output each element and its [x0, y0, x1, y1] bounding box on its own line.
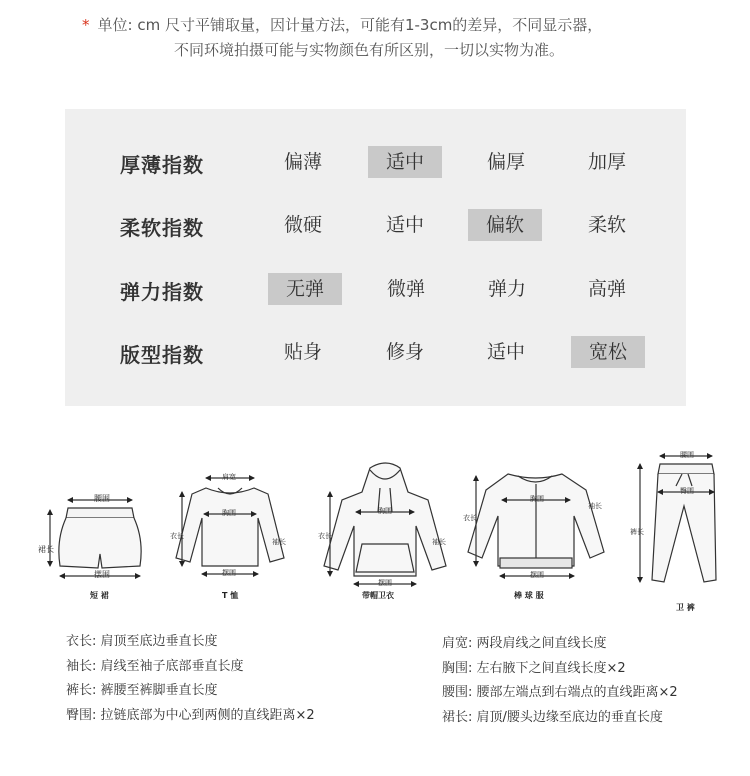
definition-item	[66, 630, 315, 655]
index-option: 微弹	[386, 278, 425, 300]
shorts-name: 短 裙	[90, 591, 109, 600]
shorts-diagram	[50, 500, 141, 576]
definition-key: 臀围:	[66, 707, 97, 723]
index-label: 版型指数	[120, 343, 204, 367]
index-label: 弹力指数	[120, 280, 204, 304]
definition-key: 衣长:	[66, 634, 97, 649]
garment-diagrams	[0, 448, 750, 628]
index-option: 适中	[486, 341, 525, 363]
pants-waist-label: 腰围	[680, 451, 694, 459]
definition-value: 肩线至袖子底部垂直长度	[100, 658, 244, 674]
index-option: 偏厚	[486, 151, 525, 173]
measurement-definitions-right	[442, 632, 678, 730]
definition-value: 两段肩线之间直线长度	[476, 636, 607, 651]
jacket-hem-label: 摆围	[530, 571, 544, 579]
hoodie-name: 带帽卫衣	[362, 591, 394, 600]
note-star: *	[82, 16, 90, 34]
definition-item	[442, 706, 678, 731]
fabric-index-panel	[65, 109, 686, 406]
index-option: 高弹	[587, 278, 626, 300]
pants-length-label: 裤长	[630, 528, 644, 536]
index-label: 厚薄指数	[120, 153, 204, 177]
index-option: 适中	[385, 214, 424, 236]
definition-value: 腰部左端点到右端点的直线距离×2	[476, 685, 678, 700]
index-row-thickness	[65, 145, 686, 181]
definition-key: 袖长:	[66, 658, 97, 674]
hoodie-diagram	[324, 463, 446, 584]
definition-key: 裙长:	[442, 709, 473, 725]
index-option: 修身	[385, 341, 424, 363]
definition-item	[442, 632, 678, 657]
sweatpants-diagram	[640, 456, 716, 582]
index-option-selected: 适中	[368, 146, 442, 178]
jacket-sleeve-label: 袖长	[588, 502, 602, 510]
size-note-line-1	[82, 14, 602, 35]
tshirt-chest-label: 胸围	[222, 509, 236, 517]
definition-value: 拉链底部为中心到两侧的直线距离×2	[100, 707, 315, 723]
baseball-jacket-diagram	[468, 474, 604, 576]
hoodie-chest-label: 胸围	[378, 507, 392, 515]
shorts-hem-label: 摆围	[94, 570, 110, 579]
index-option: 加厚	[587, 151, 626, 173]
definition-value: 裤腰至裤脚垂直长度	[100, 683, 218, 698]
shorts-waist-label: 腰围	[94, 494, 110, 503]
size-note-line-2: 不同环境拍摄可能与实物颜色有所区别，一切以实物为准。	[174, 41, 565, 59]
pants-hip-label: 臀围	[680, 487, 694, 495]
definition-item	[66, 679, 315, 704]
tshirt-body-label: 衣长	[170, 532, 184, 540]
definition-key: 裤长:	[66, 683, 97, 698]
definition-item	[66, 655, 315, 680]
index-option: 柔软	[587, 214, 626, 236]
hoodie-body-label: 衣长	[318, 532, 332, 540]
index-option: 偏薄	[283, 151, 322, 173]
tshirt-hem-label: 摆围	[222, 569, 236, 577]
index-label: 柔软指数	[120, 216, 204, 240]
tshirt-name: T 恤	[222, 591, 239, 600]
definition-key: 胸围:	[442, 660, 473, 676]
tshirt-sleeve-label: 袖长	[272, 538, 286, 546]
tshirt-diagram	[176, 478, 284, 574]
index-option: 弹力	[487, 278, 526, 300]
hoodie-hem-label: 摆围	[378, 579, 392, 587]
index-option-selected: 宽松	[571, 336, 645, 368]
definition-value: 肩顶/腰头边缘至底边的垂直长度	[476, 709, 663, 725]
hoodie-sleeve-label: 袖长	[432, 538, 446, 546]
definition-value: 肩顶至底边垂直长度	[100, 634, 218, 649]
index-row-softness	[65, 208, 686, 244]
index-option-selected: 偏软	[468, 209, 542, 241]
index-row-fit	[65, 335, 686, 371]
note-text-1: 单位: cm 尺寸平铺取量，因计量方法，可能有1-3cm的差异，不同显示器，	[97, 16, 603, 34]
shorts-length-label: 裙长	[38, 545, 54, 554]
index-option-selected: 无弹	[268, 273, 342, 305]
index-option: 微硬	[283, 214, 322, 236]
jacket-body-label: 衣长	[463, 514, 477, 522]
pants-name: 卫 裤	[676, 603, 695, 612]
index-option: 贴身	[283, 341, 322, 363]
definition-value: 左右腋下之间直线长度×2	[476, 660, 626, 676]
definition-item	[442, 657, 678, 682]
definition-item	[442, 681, 678, 706]
tshirt-shoulder-label: 肩宽	[222, 473, 236, 481]
definition-item	[66, 704, 315, 729]
index-row-elasticity	[65, 272, 686, 308]
measurement-definitions-left	[66, 630, 315, 728]
jacket-chest-label: 胸围	[530, 495, 544, 503]
definition-key: 肩宽:	[442, 636, 473, 651]
jacket-name: 棒 球 服	[514, 591, 544, 600]
definition-key: 腰围:	[442, 685, 473, 700]
